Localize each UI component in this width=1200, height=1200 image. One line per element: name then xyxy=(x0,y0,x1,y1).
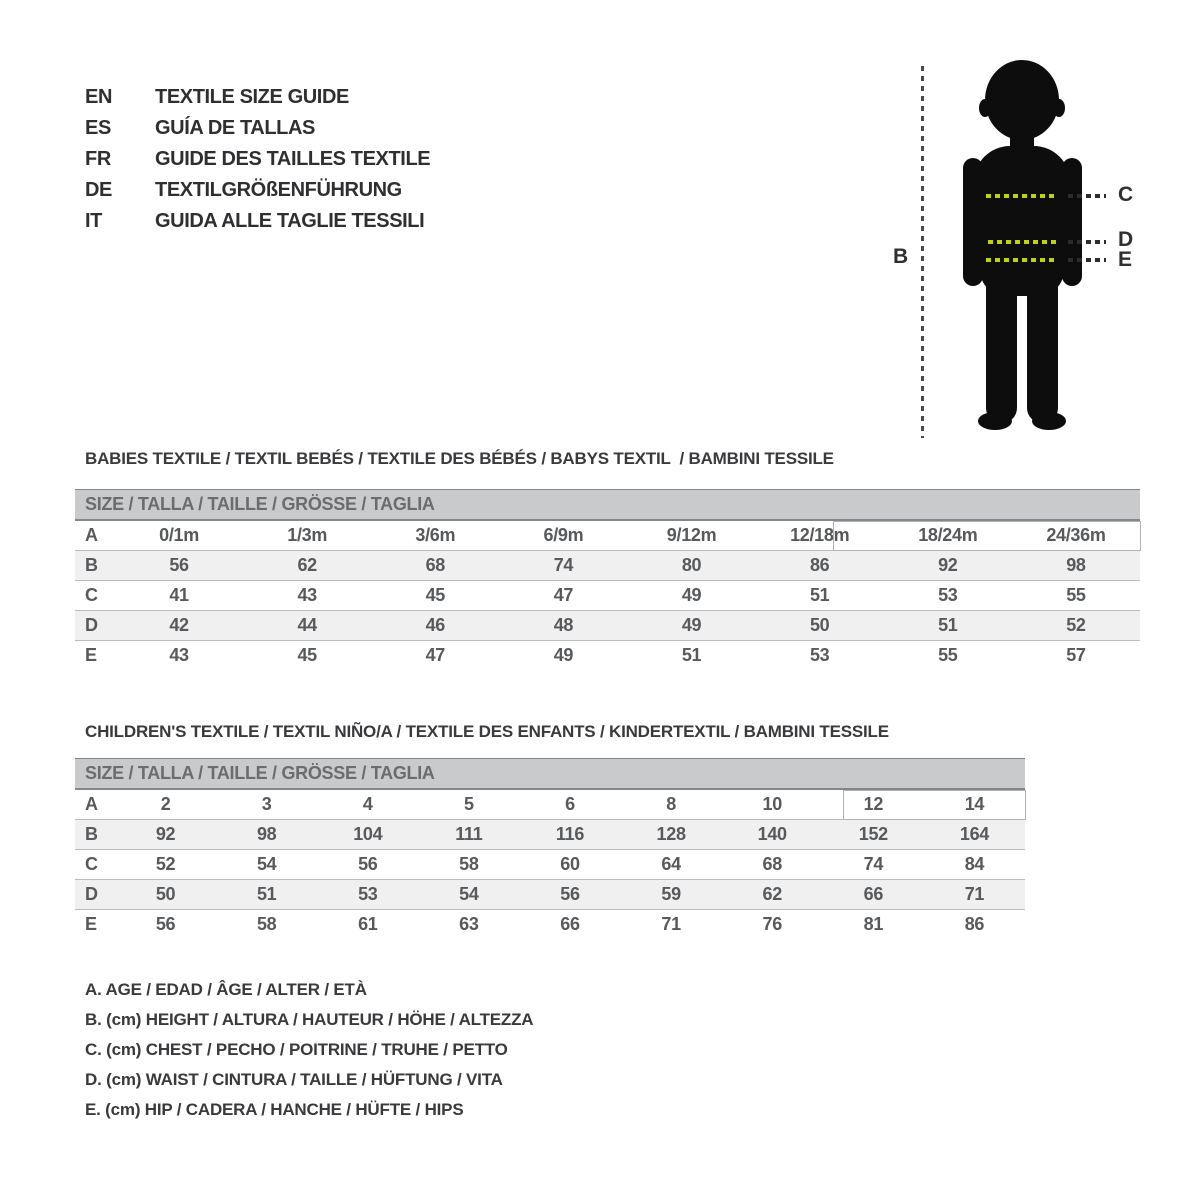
table-cell: 86 xyxy=(964,914,985,934)
table-cell: 24/36m xyxy=(1046,525,1106,545)
table-cell: 98 xyxy=(256,824,277,844)
measurement-legend xyxy=(85,975,533,1125)
table-cell: 68 xyxy=(425,555,446,575)
language-title: GUIDA ALLE TAGLIE TESSILI xyxy=(155,210,425,232)
table-cell: 58 xyxy=(256,914,277,934)
waist-label: D xyxy=(1118,228,1134,251)
language-code: EN xyxy=(85,86,112,108)
table-cell: 43 xyxy=(169,645,189,665)
table-cell: 8 xyxy=(666,794,676,814)
language-row xyxy=(85,206,430,237)
table-cell: 12/18m xyxy=(790,525,850,545)
table-cell: 116 xyxy=(555,824,585,844)
height-label: B xyxy=(893,245,909,268)
table-cell: 42 xyxy=(169,615,189,635)
table-cell: 56 xyxy=(155,914,176,934)
table-cell: 53 xyxy=(809,645,830,665)
size-header-label: SIZE / TALLA / TAILLE / GRÖSSE / TAGLIA xyxy=(85,494,435,514)
table-cell: 164 xyxy=(959,824,989,844)
table-cell: 12 xyxy=(863,794,884,814)
table-cell: 4 xyxy=(362,794,373,814)
table-cell: 60 xyxy=(560,854,580,874)
row-label: E xyxy=(85,645,98,665)
selected-size-outline xyxy=(843,790,1026,820)
hip-pointer-line xyxy=(1068,258,1106,262)
table-cell: 111 xyxy=(455,824,483,844)
table-cell: 51 xyxy=(256,884,277,904)
table-cell: 47 xyxy=(553,585,574,605)
table-cell: 41 xyxy=(169,585,189,605)
table-cell: 44 xyxy=(297,615,317,635)
table-cell: 98 xyxy=(1066,555,1086,575)
table-cell: 61 xyxy=(358,914,378,934)
table-row xyxy=(75,580,1140,610)
table-cell: 45 xyxy=(425,585,446,605)
table-cell: 55 xyxy=(938,645,958,665)
table-cell: 1/3m xyxy=(287,525,328,545)
table-cell: 5 xyxy=(464,794,474,814)
table-cell: 81 xyxy=(863,914,884,934)
children-size-table xyxy=(75,758,1025,939)
table-cell: 47 xyxy=(425,645,446,665)
chest-label: C xyxy=(1118,183,1134,206)
table-cell: 50 xyxy=(809,615,830,635)
table-cell: 51 xyxy=(938,615,958,635)
table-cell: 66 xyxy=(863,884,884,904)
table-cell: 92 xyxy=(155,824,176,844)
table-cell: 53 xyxy=(358,884,378,904)
row-label: D xyxy=(85,884,98,904)
language-title: GUÍA DE TALLAS xyxy=(155,117,315,139)
table-cell: 53 xyxy=(938,585,958,605)
language-code: FR xyxy=(85,148,111,170)
language-title: GUIDE DES TAILLES TEXTILE xyxy=(155,148,431,170)
table-cell: 63 xyxy=(459,914,479,934)
legend-line: E. (cm) HIP / CADERA / HANCHE / HÜFTE / HIPS xyxy=(85,1100,464,1119)
table-row xyxy=(75,550,1140,580)
table-cell: 45 xyxy=(297,645,317,665)
table-cell: 55 xyxy=(1066,585,1086,605)
table-cell: 58 xyxy=(459,854,479,874)
table-cell: 59 xyxy=(661,884,681,904)
table-cell: 68 xyxy=(762,854,782,874)
table-cell: 46 xyxy=(425,615,446,635)
table-cell: 74 xyxy=(553,555,574,575)
hip-measure-line xyxy=(986,258,1058,262)
table-cell: 52 xyxy=(155,854,176,874)
row-label: B xyxy=(85,555,98,575)
language-row xyxy=(85,175,430,206)
row-label: A xyxy=(85,525,98,545)
waist-pointer-line xyxy=(1068,240,1106,244)
table-cell: 92 xyxy=(938,555,958,575)
table-cell: 18/24m xyxy=(918,525,978,545)
table-row xyxy=(75,819,1025,849)
language-code: IT xyxy=(85,210,102,232)
children-section-title: CHILDREN'S TEXTILE / TEXTIL NIÑO/A / TEXTILE DES ENFANTS / KINDERTEXTIL / BAMBINI TESSILE xyxy=(85,722,889,741)
table-cell: 14 xyxy=(964,794,985,814)
waist-measure-line xyxy=(988,240,1058,244)
size-header-bar xyxy=(75,490,1140,521)
legend-line: D. (cm) WAIST / CINTURA / TAILLE / HÜFTUNG / VITA xyxy=(85,1070,503,1089)
hip-label: E xyxy=(1118,248,1133,271)
size-header-label: SIZE / TALLA / TAILLE / GRÖSSE / TAGLIA xyxy=(85,763,435,783)
table-cell: 140 xyxy=(757,824,787,844)
table-cell: 84 xyxy=(964,854,985,874)
table-cell: 76 xyxy=(762,914,782,934)
table-cell: 10 xyxy=(762,794,782,814)
table-cell: 57 xyxy=(1066,645,1086,665)
language-row xyxy=(85,113,430,144)
selected-size-outline xyxy=(833,521,1141,551)
table-cell: 66 xyxy=(560,914,580,934)
child-silhouette xyxy=(950,58,1095,436)
table-cell: 54 xyxy=(459,884,479,904)
chest-pointer-line xyxy=(1068,194,1106,198)
table-cell: 48 xyxy=(553,615,574,635)
legend-line: A. AGE / EDAD / ÂGE / ALTER / ETÀ xyxy=(85,980,367,999)
table-cell: 71 xyxy=(661,914,681,934)
row-label: D xyxy=(85,615,98,635)
table-cell: 80 xyxy=(681,555,702,575)
table-row xyxy=(75,879,1025,909)
language-code: ES xyxy=(85,117,111,139)
table-cell: 6/9m xyxy=(543,525,584,545)
table-cell: 43 xyxy=(297,585,317,605)
table-cell: 71 xyxy=(964,884,985,904)
language-row xyxy=(85,144,430,175)
row-label: C xyxy=(85,854,98,874)
babies-section-title: BABIES TEXTILE / TEXTIL BEBÉS / TEXTILE DES BÉBÉS / BABYS TEXTIL / BAMBINI TESSILE xyxy=(85,449,834,468)
table-cell: 62 xyxy=(762,884,782,904)
legend-line: B. (cm) HEIGHT / ALTURA / HAUTEUR / HÖHE / ALTEZZA xyxy=(85,1010,534,1029)
table-cell: 51 xyxy=(809,585,830,605)
language-title: TEXTILGRÖßENFÜHRUNG xyxy=(155,179,402,201)
babies-size-table xyxy=(75,489,1140,670)
table-cell: 56 xyxy=(169,555,189,575)
table-cell: 52 xyxy=(1066,615,1086,635)
table-cell: 62 xyxy=(297,555,317,575)
table-cell: 2 xyxy=(160,794,171,814)
table-cell: 3 xyxy=(261,794,272,814)
legend-line: C. (cm) CHEST / PECHO / POITRINE / TRUHE / PETTO xyxy=(85,1040,508,1059)
table-row xyxy=(75,909,1025,939)
row-label: C xyxy=(85,585,98,605)
table-cell: 56 xyxy=(358,854,378,874)
language-title-list xyxy=(85,82,430,237)
table-cell: 54 xyxy=(256,854,277,874)
chest-measure-line xyxy=(986,194,1058,198)
table-row xyxy=(75,610,1140,640)
table-cell: 51 xyxy=(681,645,702,665)
table-row xyxy=(75,640,1140,670)
row-label: B xyxy=(85,824,98,844)
table-cell: 6 xyxy=(565,794,575,814)
row-label: E xyxy=(85,914,98,934)
height-measure-line xyxy=(921,66,924,438)
table-cell: 152 xyxy=(858,824,888,844)
table-cell: 50 xyxy=(155,884,176,904)
language-code: DE xyxy=(85,179,112,201)
table-cell: 49 xyxy=(681,585,702,605)
table-cell: 49 xyxy=(681,615,702,635)
table-cell: 3/6m xyxy=(415,525,456,545)
table-cell: 128 xyxy=(656,824,686,844)
table-cell: 56 xyxy=(560,884,580,904)
table-cell: 9/12m xyxy=(666,525,717,545)
table-cell: 86 xyxy=(809,555,830,575)
table-row xyxy=(75,849,1025,879)
table-cell: 74 xyxy=(863,854,884,874)
table-cell: 64 xyxy=(661,854,681,874)
row-label: A xyxy=(85,794,98,814)
table-cell: 104 xyxy=(353,824,383,844)
language-row xyxy=(85,82,430,113)
language-title: TEXTILE SIZE GUIDE xyxy=(155,86,349,108)
table-cell: 0/1m xyxy=(159,525,199,545)
size-header-bar xyxy=(75,759,1025,790)
table-cell: 49 xyxy=(553,645,574,665)
